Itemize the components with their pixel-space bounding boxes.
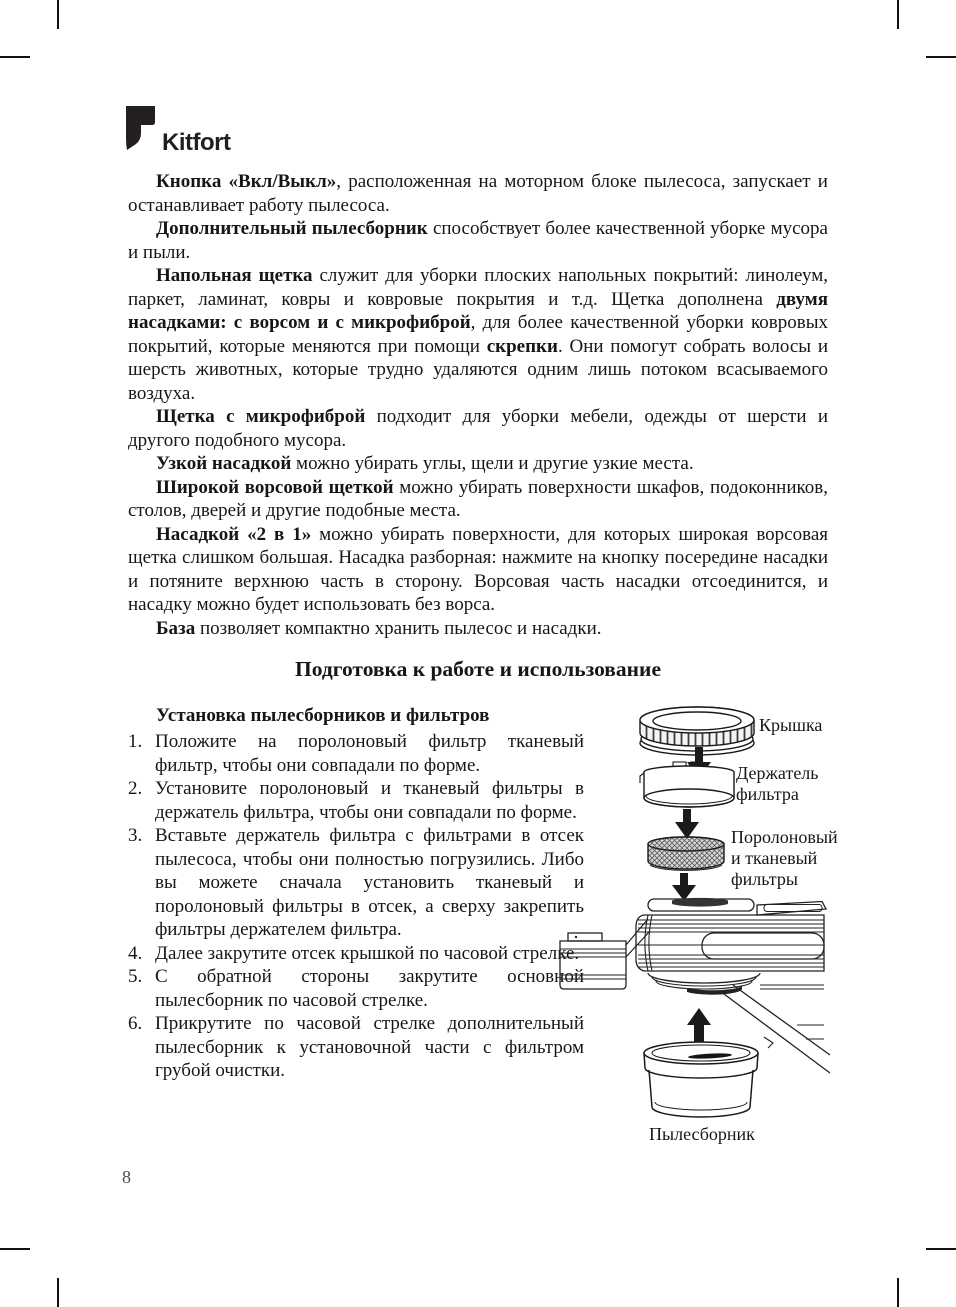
paragraph-text: можно убирать поверхности шкафов, подоконников, столов, дверей и другие подобные места. bbox=[128, 476, 828, 521]
list-item bbox=[128, 1012, 584, 1083]
step-number: 1. bbox=[128, 731, 143, 752]
bold-term: Насадкой «2 в 1» bbox=[156, 523, 312, 545]
intro-paragraph bbox=[128, 405, 828, 452]
bold-term: Широкой ворсовой щеткой bbox=[156, 476, 394, 498]
filter-holder-drawing bbox=[640, 762, 734, 807]
step-number: 2. bbox=[128, 778, 143, 799]
step-text: Вставьте держатель фильтра с фильтрами в отсек пылесоса, чтобы они полностью погрузились. Либо вы можете сначала установить тканевый и поролоновый фильтры в отсек, а сверху закрепить фильтры держателем фильтра. bbox=[155, 825, 584, 940]
step-number: 5. bbox=[128, 966, 143, 987]
paragraph-text: , расположенная на моторном блоке пылесоса, запускает и останавливает работу пылесоса. bbox=[128, 171, 828, 216]
assembly-diagram bbox=[552, 693, 854, 1163]
step-number: 4. bbox=[128, 942, 143, 964]
page-number: 8 bbox=[122, 1167, 131, 1187]
step-number: 3. bbox=[128, 825, 143, 846]
kitfort-logo bbox=[126, 106, 230, 156]
paragraph-text: служит для уборки плоских напольных покрытий: линолеум, паркет, ламинат, ковры и ковровые покрытия и т.д. Щетка дополнена bbox=[128, 265, 828, 310]
bold-term: Узкой насадкой bbox=[156, 453, 292, 474]
bold-term: Дополнительный пылесборник bbox=[156, 218, 428, 239]
bold-term: Напольная щетка bbox=[156, 265, 313, 286]
paragraph-text: можно убирать поверхности, для которых широкая ворсовая щетка слишком большая. Насадка разборная: нажмите на кнопку посередине насадки и потяните верхнюю часть в сторону. Ворсовая часть насадки отсоединится, и насадку можно будет использовать без ворса. bbox=[128, 523, 828, 615]
filters-drawing bbox=[648, 837, 724, 870]
arrow-up-icon bbox=[687, 1008, 711, 1043]
list-item bbox=[128, 777, 584, 824]
dust-container-drawing bbox=[644, 1042, 758, 1117]
paragraph-text: можно убирать углы, щели и другие узкие места. bbox=[291, 453, 694, 474]
section-heading: Подготовка к работе и использование bbox=[295, 657, 661, 681]
paragraph-text: . Они помогут собрать волосы и шерсть животных, которые трудно удаляются одним лишь потоком всасываемого воздуха. bbox=[128, 335, 828, 404]
bold-term: двумя насадками: с ворсом и с микрофиброй bbox=[128, 288, 828, 333]
bold-term: скрепки bbox=[486, 335, 558, 357]
crop-mark bbox=[926, 1248, 956, 1250]
section-subheading: Установка пылесборников и фильтров bbox=[156, 705, 490, 726]
bold-term: Кнопка «Вкл/Выкл» bbox=[156, 171, 337, 192]
step-number: 6. bbox=[128, 1013, 143, 1034]
kitfort-wordmark: Kitfort bbox=[162, 129, 231, 156]
step-text: Положите на поролоновый фильтр тканевый фильтр, чтобы они совпадали по форме. bbox=[155, 731, 584, 776]
step-text: Установите поролоновый и тканевый фильтры в держатель фильтра, чтобы они совпадали по форме. bbox=[155, 778, 584, 823]
bold-term: Щетка с микрофиброй bbox=[156, 406, 366, 427]
intro-paragraph bbox=[128, 523, 828, 617]
list-item bbox=[128, 824, 584, 942]
step-text: Далее закрутите отсек крышкой по часовой стрелке. bbox=[155, 942, 580, 964]
crop-mark bbox=[0, 56, 30, 58]
step-text: С обратной стороны закрутите основной пылесборник по часовой стрелке. bbox=[155, 966, 584, 1011]
paragraph-text: , для более качественной уборки ковровых покрытий, которые меняются при помощи bbox=[128, 312, 828, 357]
label-lid: Крышка bbox=[759, 715, 823, 735]
paragraph-text: позволяет компактно хранить пылесос и насадки. bbox=[195, 617, 602, 639]
list-item bbox=[128, 965, 584, 1012]
intro-paragraph bbox=[128, 476, 828, 523]
paragraph-text: способствует более качественной уборке мусора и пыли. bbox=[128, 218, 828, 263]
intro-paragraph bbox=[128, 452, 828, 476]
label-filters: Поролоновый и тканевый фильтры bbox=[731, 827, 838, 889]
paragraph-text: подходит для уборки мебели, одежды от шерсти и другого подобного мусора. bbox=[128, 406, 828, 451]
label-dust-container: Пылесборник bbox=[649, 1124, 755, 1144]
assembly-steps-list bbox=[128, 730, 584, 1083]
intro-paragraph bbox=[128, 264, 828, 405]
crop-mark bbox=[897, 0, 899, 29]
crop-mark bbox=[897, 1278, 899, 1307]
intro-paragraph bbox=[128, 617, 828, 641]
bold-term: База bbox=[156, 617, 196, 639]
crop-mark bbox=[926, 56, 956, 58]
list-item bbox=[128, 942, 584, 966]
list-item bbox=[128, 730, 584, 777]
intro-paragraph bbox=[128, 217, 828, 264]
crop-mark bbox=[57, 1278, 59, 1307]
label-filter-holder: Держатель фильтра bbox=[736, 763, 819, 804]
arrow-down-icon bbox=[672, 873, 696, 901]
intro-paragraph bbox=[128, 170, 828, 217]
crop-mark bbox=[57, 0, 59, 29]
crop-mark bbox=[0, 1248, 30, 1250]
arrow-down-icon bbox=[675, 809, 699, 839]
step-text: Прикрутите по часовой стрелке дополнительный пылесборник к установочной части с фильтром грубой очистки. bbox=[155, 1013, 584, 1081]
kitfort-logo-icon bbox=[126, 106, 156, 156]
